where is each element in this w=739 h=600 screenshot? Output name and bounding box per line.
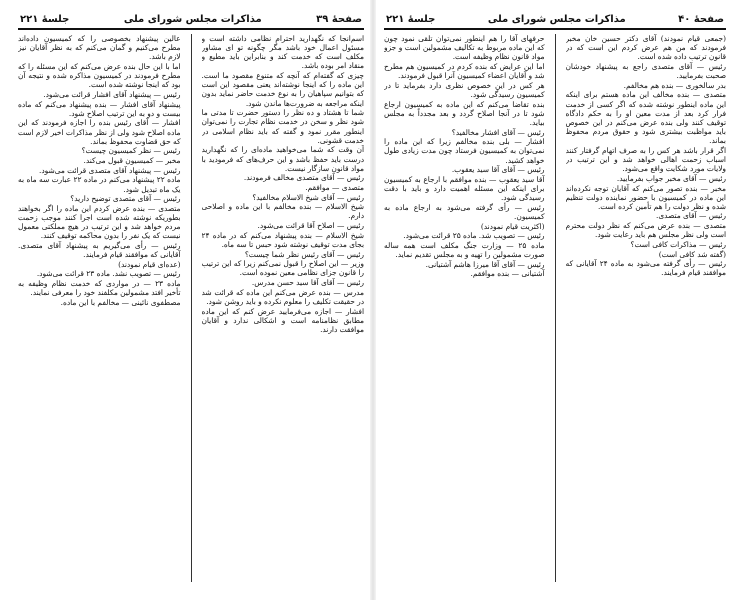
paragraph: افشار — آقای رئیس بنده را اجازه فرمودند که این ماده اصلاح شود ولی از نظر مذاکرات اخیر لازم است که حق قضاوت محفوظ بماند. xyxy=(18,118,181,146)
paragraph: وزیر — این اصلاح را قبول نمی‌کنم زیرا که این ترتیب را قانون جزای نظامی معین نموده است. xyxy=(201,259,364,278)
paragraph: بدر سالخوری — بنده هم مخالفم. xyxy=(623,80,726,90)
paragraph: مخبر — کمیسیون قبول می‌کند. xyxy=(83,156,181,166)
paragraph: رئیس — اصلاح آقا قرائت می‌شود. xyxy=(257,221,364,231)
paragraph: شیخ الاسلام — بنده مخالفم با این ماده و اصلاحی دارم. xyxy=(201,202,364,221)
paragraph: ماده ۲۳ — در مواردی که خدمت نظام وظیفه به تأخیر افتد مشمولین مکلفند خود را معرفی نمایند. xyxy=(18,279,181,298)
paragraph: بنده تقاضا می‌کنم که این ماده به کمیسیون ارجاع شود تا در آنجا اصلاح گردد و بعد مجدداً به مجلس بیاید. xyxy=(384,99,545,127)
left-page-header xyxy=(18,14,364,30)
paragraph: رئیس — آقای رئیس نظر شما چیست؟ xyxy=(244,249,364,259)
paragraph: رئیس — آقای افشار مخالفید؟ xyxy=(451,127,545,137)
paragraph: افشار — اجازه می‌فرمایید عرض کنم که این ماده مطابق نظامنامه است و اشکالی ندارد و آقایان موافقت دارند. xyxy=(201,306,364,334)
paragraph: اما با این حال بنده عرض می‌کنم که این مسئله را که مطرح فرمودند در کمیسیون مذاکره شده و نتیجه آن بود که اینجا نوشته شده است. xyxy=(18,61,181,90)
paragraph: رئیس — آقای آقا میرزا هاشم آشتیانی. xyxy=(425,259,545,269)
right-page-columns xyxy=(384,34,726,582)
paragraph: رئیس — تصویب شد. ماده ۲۵ قرائت می‌شود. xyxy=(403,231,545,241)
paragraph: هر کس در این خصوص نظری دارد بفرماید تا در کمیسیون رسیدگی شود. xyxy=(384,80,545,99)
paragraph: رئیس — آقای آقا سید حسن مدرس. xyxy=(251,278,364,288)
paragraph: (عده‌ای قیام نمودند) xyxy=(118,259,181,269)
paragraph: رئیس — آقای شیخ الاسلام مخالفید؟ xyxy=(252,192,364,202)
paragraph: (اکثریت قیام نمودند) xyxy=(480,221,545,231)
paragraph: ماده ۲۵ — وزارت جنگ مکلف است همه ساله صورت مشمولین را تهیه و به مجلس تقدیم نماید. xyxy=(384,240,545,260)
paragraph: رئیس — آقای آقا سید یعقوب. xyxy=(451,165,545,175)
paragraph: آن وقت که شما می‌خواهید ماده‌ای را که نگهدارید درست باید حفظ باشد و این حرف‌های که فرمودید با مواد قانون سازگار نیست. xyxy=(201,145,364,173)
right-page-session: جلسهٔ ۲۲۱ xyxy=(386,14,436,25)
paragraph: متصدی — بنده مخالف این ماده هستم برای اینکه این ماده اینطور نوشته شده که اگر کسی از خدمت فرار کرد بعد از مدت معین او را به حکم دادگاه توقیف کنند ولی بنده عرض می‌کنم در این خصوص باید مواظبت بیشتری شود و حقوق مردم محفوظ بماند. xyxy=(565,90,726,146)
paragraph: اسم‌انجا که نگهدارید احترام نظامی داشته است و مسئول اعمال خود باشد مگر چگونه تو ای مشاور مکلف است که خدمت کند و بنابراین باید مطیع و منقاد امر بوده باشد. xyxy=(201,34,364,71)
paragraph: مخبر — بنده تصور می‌کنم که آقایان توجه نکرده‌اند این ماده در کمیسیون با حضور نماینده دولت تنظیم شده و نظر دولت را هم تأمین کرده است. xyxy=(565,183,726,211)
paragraph: (گفته شد کافی است) xyxy=(658,249,726,259)
paragraph: متصدی — موافقم. xyxy=(305,183,364,192)
right-page-header xyxy=(384,14,726,30)
paragraph: مدرس — بنده عرض می‌کنم این ماده که قرائت شد در حقیقت تکلیف را معلوم نکرده و باید روشن شود. xyxy=(201,287,364,306)
paragraph: اما این عرایض که بنده کردم در کمیسیون هم مطرح شد و آقایان اعضاء کمیسیون آنرا قبول فرمودند. xyxy=(384,61,545,81)
paragraph: شیخ الاسلام — بنده پیشنهاد می‌کنم که در ماده ۲۴ بجای مدت توقیف نوشته شود حبس تا سه ماه. xyxy=(201,230,364,249)
paragraph: پیشنهاد آقای افشار — بنده پیشنهاد می‌کنم که ماده بیست و دو به این ترتیب اصلاح شود. xyxy=(18,99,181,118)
column-divider xyxy=(555,34,556,582)
paragraph: رئیس — آقای متصدی. xyxy=(656,211,726,221)
paragraph: عالین پیشنهاد بخصوصی را که کمیسیون داده‌اند مطرح می‌کنیم و گمان می‌کنم که به نظر آقایان نیز لازم باشد. xyxy=(18,34,181,62)
paragraph: رئیس — پیشنهاد آقای افشار قرائت می‌شود. xyxy=(43,89,181,99)
paragraph: رئیس — تصویب نشد. ماده ۲۳ قرائت می‌شود. xyxy=(36,269,181,279)
left-page xyxy=(18,14,364,590)
paragraph: رئیس — رأی گرفته می‌شود به ارجاع ماده به کمیسیون. xyxy=(384,202,545,221)
paragraph: آقا سید یعقوب — بنده موافقم با ارجاع به کمیسیون برای اینکه این مسئله اهمیت دارد و باید با دقت رسیدگی شود. xyxy=(384,174,545,203)
right-page-number: صفحهٔ ۴۰ xyxy=(678,14,724,25)
paragraph: متصدی — بنده عرض می‌کنم که نظر دولت محترم است ولی نظر مجلس هم باید رعایت شود. xyxy=(565,221,726,240)
paragraph: شما تا هشتاد و ده نظر را دستور حضرت تا مدتی ما شود نظر و سخن در خدمت نظام تجارت را نمی‌توان اینطور مقرر نمود و گفته که باید نظام اسلامی در خدمت قشونی. xyxy=(201,108,364,145)
paragraph: اگر قرار باشد هر کس را به صرف اتهام گرفتار کنند اسباب زحمت اهالی خواهد شد و این ترتیب در ولایات مورد شکایت واقع می‌شود. xyxy=(565,145,726,174)
paragraph: رئیس — مذاکرات کافی است؟ xyxy=(630,239,726,249)
left-page-title: مذاکرات مجلس شورای ملی xyxy=(123,14,262,25)
paragraph: آشتیانی — بنده موافقم. xyxy=(470,269,545,279)
paragraph: حرفهای آقا را هم اینطور نمی‌توان تلقی نمود چون که این ماده مربوط به تکالیف مشمولین است و جزو مواد قانون نظام وظیفه است. xyxy=(384,34,545,62)
paragraph: چیزی که گفته‌ام که آنچه که متنوع مقصود ما است. این ماده را که اینجا نوشته‌اند یعنی مقصود این است که بتوانیم سپاهیان را به نوع خدمت حاضر نماید بدون اینکه مراجعه به ضرورت‌ها ماندن شود. xyxy=(201,71,364,108)
paragraph: رئیس — آقای متصدی راجع به پیشنهاد خودشان صحبت بفرمایید. xyxy=(565,61,726,81)
left-page-columns xyxy=(18,34,364,582)
paragraph: متصدی — بنده عرض کردم این ماده را اگر بخواهند بطوریکه نوشته شده است اجرا کنند موجب زحمت مردم خواهد شد و این ترتیب در هیچ مملکتی معمول نیست که یک نفر را بدون محاکمه توقیف کنند. xyxy=(18,203,181,241)
right-page-left-column xyxy=(384,34,545,582)
paragraph: افشار — بلی بنده مخالفم زیرا که این ماده را نمی‌توان به کمیسیون فرستاد چون مدت زیادی طول خواهد کشید. xyxy=(384,137,545,165)
paragraph: رئیس — نظر کمیسیون چیست؟ xyxy=(81,146,181,156)
left-page-right-column xyxy=(202,34,365,582)
paragraph: (جمعی قیام نمودند) آقای دکتر حسین خان مخبر فرمودند که من هم عرض کردم این است که در قانون ترتیب داده شده است. xyxy=(565,34,726,62)
paragraph: رئیس — رأی می‌گیریم به پیشنهاد آقای متصدی. آقایانی که موافقند قیام فرمایند. xyxy=(18,240,181,260)
paragraph: رئیس — آقای متصدی توضیح دارید؟ xyxy=(70,194,181,204)
right-page-right-column xyxy=(566,34,727,582)
paragraph: رئیس — آقای مخبر جواب بفرمایید. xyxy=(616,173,726,183)
paragraph: ماده ۲۲ پیشنهاد می‌کنم در ماده ۲۲ عبارت سه ماه به یک ماه تبدیل شود. xyxy=(18,175,181,194)
column-divider xyxy=(191,34,192,582)
right-page-title: مذاکرات مجلس شورای ملی xyxy=(487,14,626,25)
left-page-left-column xyxy=(18,34,181,582)
left-page-session: جلسهٔ ۲۲۱ xyxy=(20,14,70,25)
right-page xyxy=(384,14,726,590)
left-page-number: صفحهٔ ۳۹ xyxy=(316,14,362,25)
paragraph: رئیس — پیشنهاد آقای متصدی قرائت می‌شود. xyxy=(39,165,181,175)
paragraph: مصطفوی نائینی — مخالفم با این ماده. xyxy=(60,297,181,307)
paragraph: رئیس — آقای متصدی مخالف فرمودند. xyxy=(243,173,364,183)
paragraph: رئیس — رأی گرفته می‌شود به ماده ۲۴ آقایانی که موافقند قیام فرمایند. xyxy=(565,259,726,278)
book-gutter xyxy=(370,0,376,600)
